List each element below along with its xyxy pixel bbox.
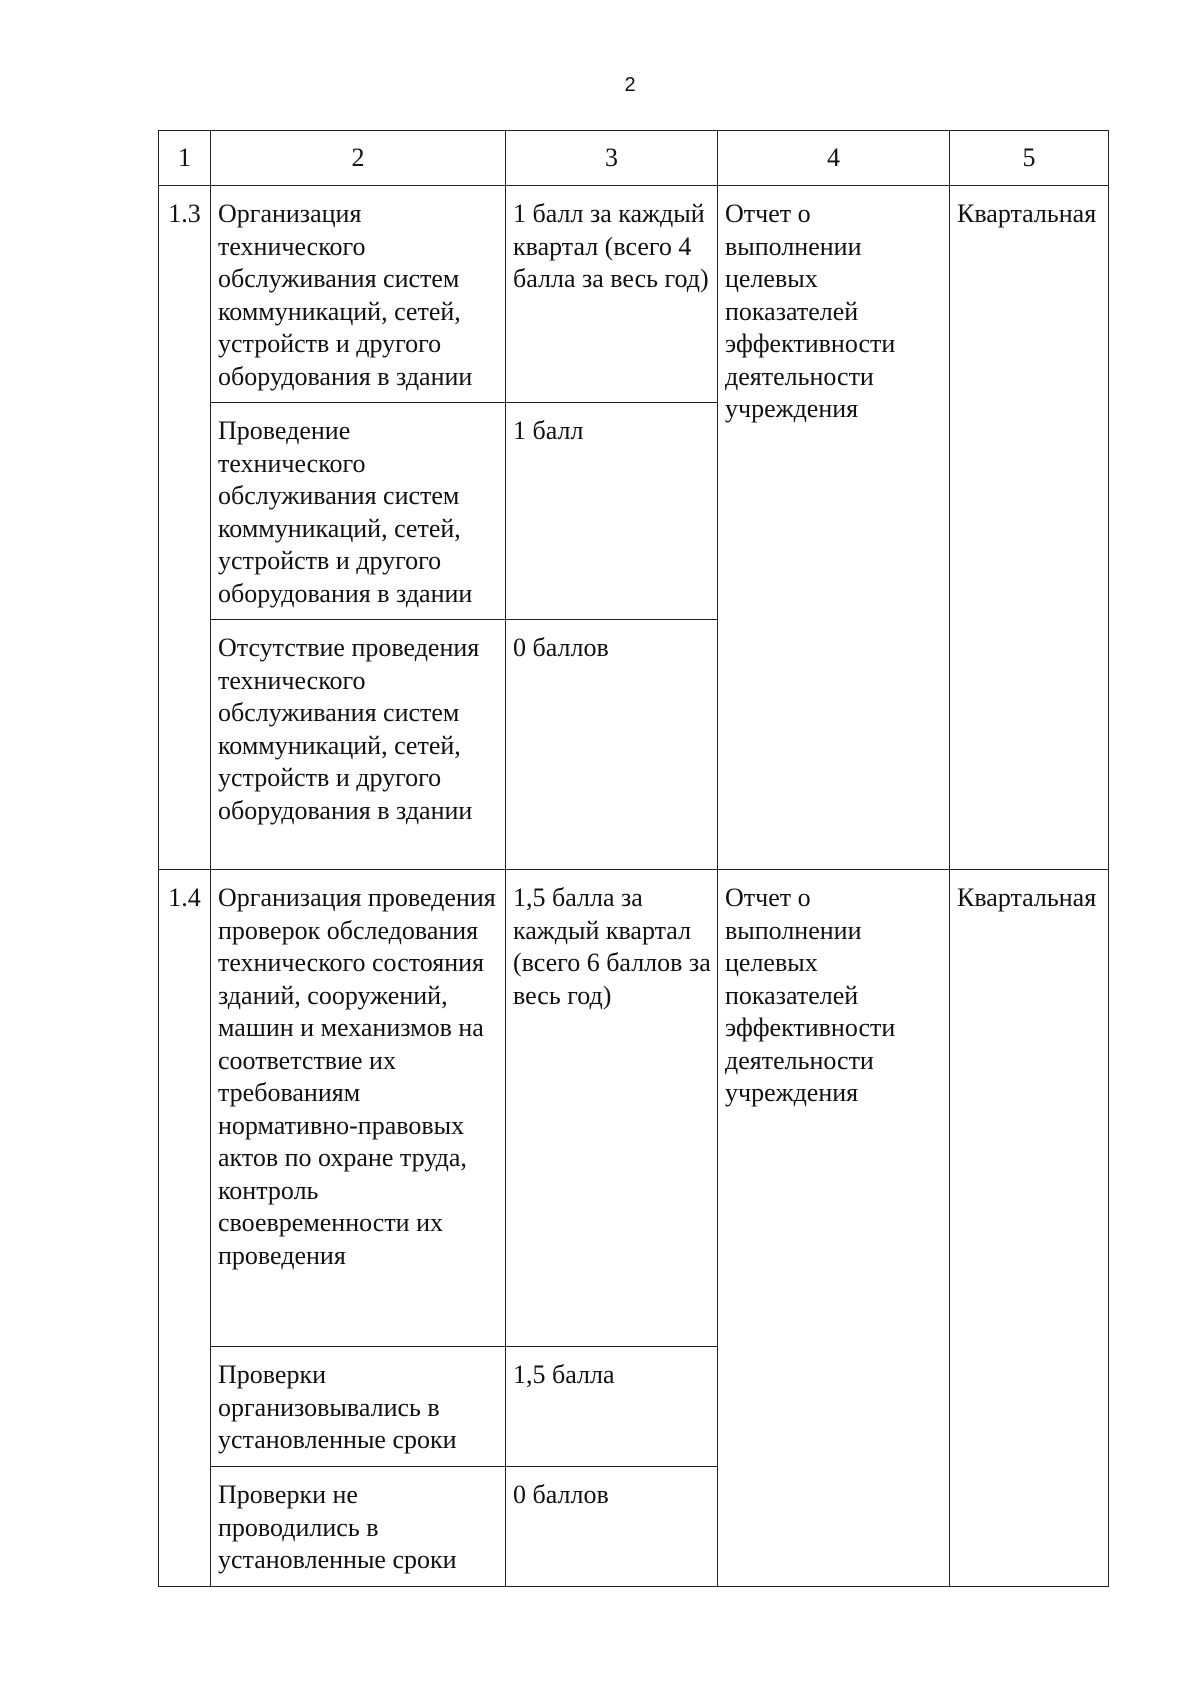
criterion-cell: Проверки не проводились в установленные сроки	[211, 1467, 506, 1587]
page-number: 2	[624, 74, 636, 96]
criterion-cell: Организация технического обслуживания систем коммуникаций, сетей, устройств и другого оборудования в здании	[211, 186, 506, 403]
criteria-table	[158, 130, 1109, 1587]
score-cell: 0 баллов	[506, 620, 718, 870]
frequency-cell: Квартальная	[950, 870, 1109, 1587]
section-number: 1.4	[159, 870, 211, 1587]
header-cell-4: 4	[718, 131, 950, 186]
section-number: 1.3	[159, 186, 211, 870]
header-cell-5: 5	[950, 131, 1109, 186]
header-cell-1: 1	[159, 131, 211, 186]
header-cell-2: 2	[211, 131, 506, 186]
criterion-cell: Отсутствие проведения технического обслуживания систем коммуникаций, сетей, устройств и другого оборудования в здании	[211, 620, 506, 870]
report-cell: Отчет о выполнении целевых показателей эффективности деятельности учреждения	[718, 870, 950, 1587]
score-cell: 1 балл за каждый квартал (всего 4 балла за весь год)	[506, 186, 718, 403]
score-cell: 0 баллов	[506, 1467, 718, 1587]
score-cell: 1,5 балла	[506, 1347, 718, 1467]
criterion-cell: Проверки организовывались в установленные сроки	[211, 1347, 506, 1467]
header-cell-3: 3	[506, 131, 718, 186]
criterion-cell: Проведение технического обслуживания систем коммуникаций, сетей, устройств и другого оборудования в здании	[211, 403, 506, 620]
report-cell: Отчет о выполнении целевых показателей эффективности деятельности учреждения	[718, 186, 950, 870]
score-cell: 1 балл	[506, 403, 718, 620]
criterion-cell: Организация проведения проверок обследования технического состояния зданий, сооружений, машин и механизмов на соответствие их требованиям нормативно-правовых актов по охране труда, контроль своевременности их проведения	[211, 870, 506, 1347]
table-row	[159, 870, 1109, 1347]
table-header-row	[159, 131, 1109, 186]
table-row	[159, 186, 1109, 403]
score-cell: 1,5 балла за каждый квартал (всего 6 баллов за весь год)	[506, 870, 718, 1347]
frequency-cell: Квартальная	[950, 186, 1109, 870]
